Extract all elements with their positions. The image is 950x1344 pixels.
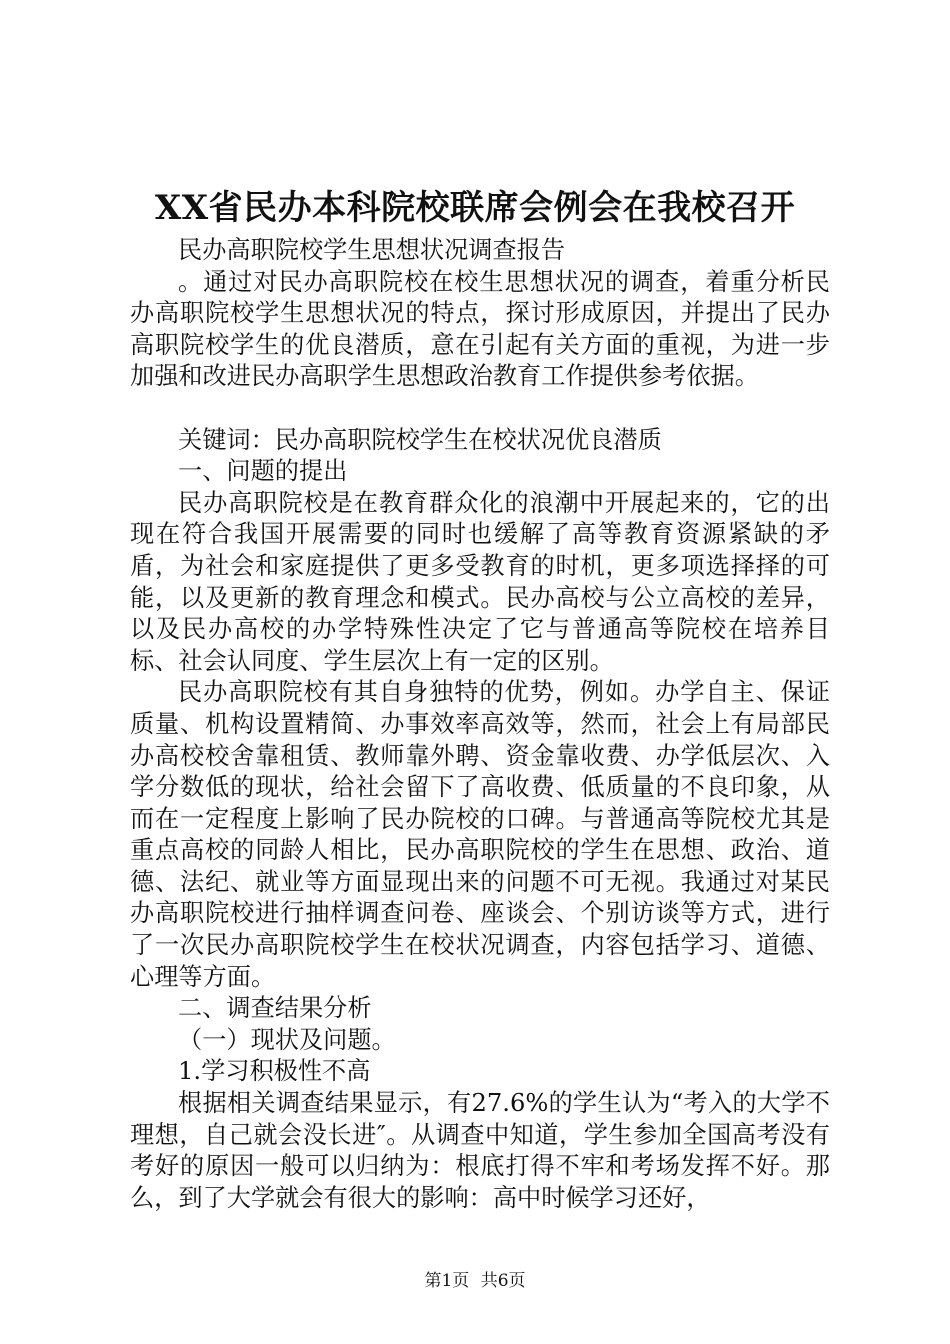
page-total: 共6页: [480, 1271, 526, 1291]
page-number: 第1页: [424, 1271, 470, 1291]
subsection-heading: （一）现状及问题。: [178, 1025, 396, 1054]
body-paragraph: 根据相关调查结果显示，有27.6%的学生认为“考入的大学不理想，自己就会没长进″。从调查中知道，学生参加全国高考没有考好的原因一般可以归纳为：根底打得不牢和考场发挥不好。那么，到了大学就会有很大的影响：高中时候学习还好，: [130, 1089, 830, 1212]
section-heading-2: 二、调查结果分析: [178, 994, 372, 1023]
document-body: [130, 235, 830, 1214]
abstract-paragraph: 。通过对民办高职院校在校生思想状况的调查，着重分析民办高职院校学生思想状况的特点，探讨形成原因，并提出了民办高职院校学生的优良潜质，意在引起有关方面的重视，为进一步加强和改进民办高职学生思想政治教育工作提供参考依据。: [130, 267, 830, 391]
body-paragraph: 民办高职院校有其自身独特的优势，例如。办学自主、保证质量、机构设置精简、办事效率高效等，然而，社会上有局部民办高校校舍靠租赁、教师靠外聘、资金靠收费、办学低层次、入学分数低的现状，给社会留下了高收费、低质量的不良印象，从而在一定程度上影响了民办院校的口碑。与普通高等院校尤其是重点高校的同龄人相比，民办高职院校的学生在思想、政治、道德、法纪、就业等方面显现出来的问题不可无视。我通过对某民办高职院校进行抽样调查问卷、座谈会、个别访谈等方式，进行了一次民办高职院校学生在校状况调查，内容包括学习、道德、心理等方面。: [130, 678, 830, 991]
body-paragraph: 民办高职院校是在教育群众化的浪潮中开展起来的，它的出现在符合我国开展需要的同时也缓解了高等教育资源紧缺的矛盾，为社会和家庭提供了更多受教育的时机，更多项选择择的可能，以及更新的教育理念和模式。民办高校与公立高校的差异，以及民办高校的办学特殊性决定了它与普通高等院校在培养目标、社会认同度、学生层次上有一定的区别。: [130, 488, 830, 675]
document-title: XX省民办本科院校联席会例会在我校召开: [154, 188, 796, 228]
report-subtitle: 民办高职院校学生思想状况调查报告: [178, 236, 566, 264]
item-heading: 1.学习积极性不高: [178, 1057, 371, 1086]
section-heading-1: 一、问题的提出: [178, 457, 348, 486]
keywords-line: 关键词：民办高职院校学生在校状况优良潜质: [178, 425, 662, 454]
page-footer: [0, 1270, 950, 1292]
